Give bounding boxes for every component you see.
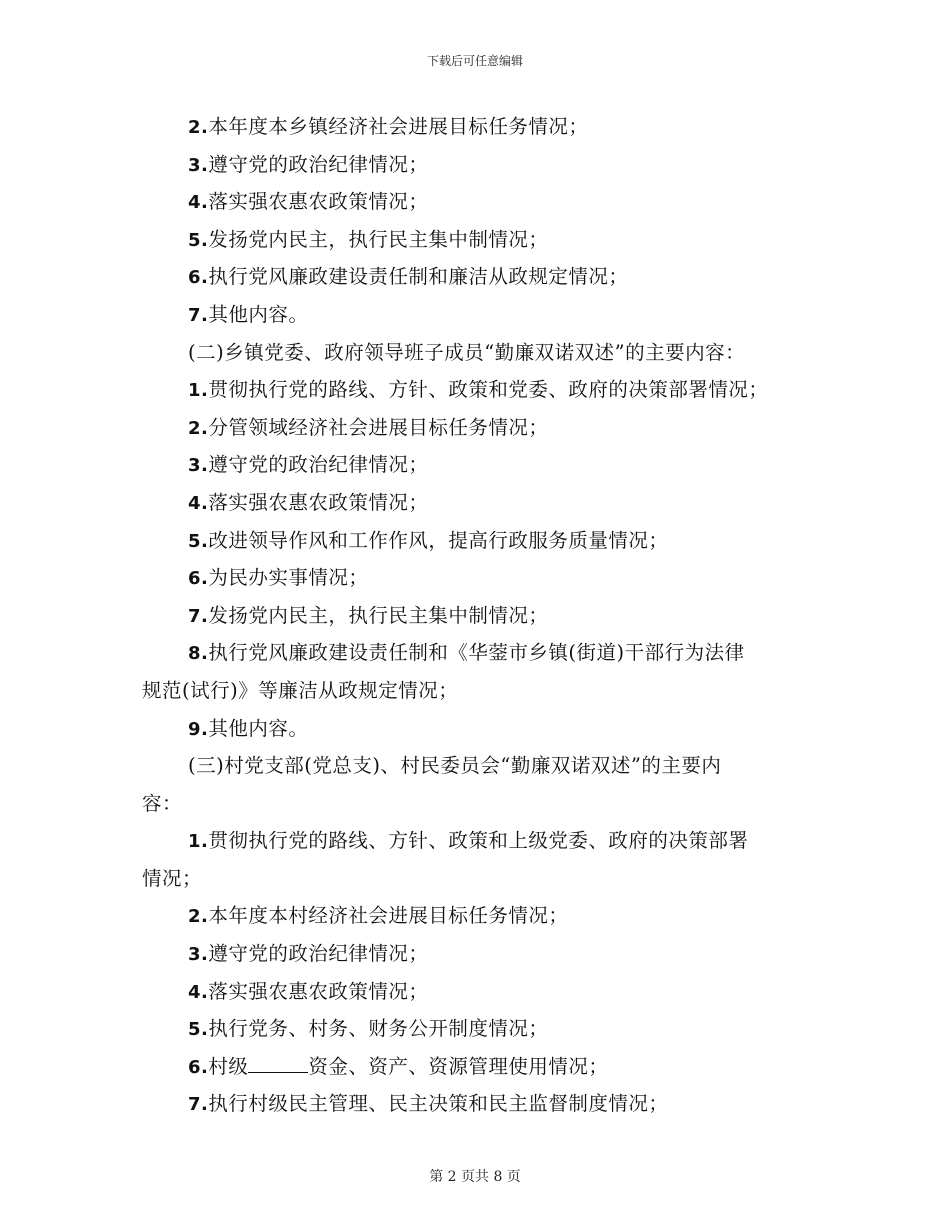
section-heading xyxy=(142,334,822,372)
item-number: 4. xyxy=(188,981,209,1003)
item-text: 发扬党内民主，执行民主集中制情况； xyxy=(208,603,549,627)
item-number: 3. xyxy=(188,944,209,966)
list-item xyxy=(142,409,822,447)
item-number: 2. xyxy=(188,117,209,138)
item-number: 3. xyxy=(188,154,209,176)
page-footer: 第 2 页共 8 页 xyxy=(429,1169,521,1185)
item-number: 6. xyxy=(188,267,209,289)
list-item xyxy=(142,108,822,146)
item-text: 改进领导作风和工作作风，提高行政服务质量情况； xyxy=(208,528,669,552)
item-text: 落实强农惠农政策情况； xyxy=(208,190,429,214)
item-number: 5. xyxy=(188,1019,209,1041)
item-text: 执行党务、村务、财务公开制度情况； xyxy=(208,1017,549,1041)
item-text: 其他内容。 xyxy=(208,302,309,326)
list-item-continuation xyxy=(142,672,822,710)
item-text: 执行村级民主管理、民主决策和民主监督制度情况； xyxy=(208,1092,669,1116)
heading-text: (二)乡镇党委、政府领导班子成员“勤廉双诺双述”的主要内容： xyxy=(188,340,746,364)
list-item xyxy=(142,1048,822,1086)
section-heading xyxy=(142,747,822,785)
section-heading-continuation xyxy=(142,785,822,823)
item-text: 落实强农惠农政策情况； xyxy=(208,979,429,1003)
item-text: 执行党风廉政建设责任制和《华蓥市乡镇(街道)干部行为法律 xyxy=(208,641,745,665)
list-item xyxy=(142,484,822,522)
item-number: 3. xyxy=(188,455,209,477)
item-number: 7. xyxy=(188,1094,209,1116)
list-item xyxy=(142,822,822,860)
item-text: 执行党风廉政建设责任制和廉洁从政规定情况； xyxy=(208,265,629,289)
list-item xyxy=(142,1085,822,1123)
item-number: 8. xyxy=(188,643,209,665)
item-text-continued: 资金、资产、资源管理使用情况； xyxy=(308,1054,609,1078)
item-text: 遵守党的政治纪律情况； xyxy=(208,152,429,176)
item-text: 情况； xyxy=(142,866,203,890)
item-number: 1. xyxy=(188,831,209,853)
item-number: 5. xyxy=(188,229,209,251)
list-item xyxy=(142,634,822,672)
list-item xyxy=(142,710,822,748)
list-item xyxy=(142,935,822,973)
item-text: 发扬党内民主，执行民主集中制情况； xyxy=(208,227,549,251)
page-header: 下载后可任意编辑 xyxy=(426,54,523,68)
list-item xyxy=(142,258,822,296)
item-text: 为民办实事情况； xyxy=(208,566,369,590)
item-text: 村级 xyxy=(208,1054,249,1078)
list-item xyxy=(142,522,822,560)
list-item xyxy=(142,221,822,259)
item-number: 2. xyxy=(188,417,209,439)
list-item-continuation xyxy=(142,860,822,898)
item-text: 其他内容。 xyxy=(208,716,309,740)
item-text: 贯彻执行党的路线、方针、政策和党委、政府的决策部署情况； xyxy=(208,378,769,402)
item-number: 6. xyxy=(188,568,209,590)
list-item xyxy=(142,1010,822,1048)
list-item xyxy=(142,973,822,1011)
item-number: 1. xyxy=(188,380,209,402)
fill-in-blank xyxy=(248,1056,308,1073)
list-item xyxy=(142,296,822,334)
list-item xyxy=(142,559,822,597)
item-text: 本年度本村经济社会进展目标任务情况； xyxy=(208,904,569,928)
list-item xyxy=(142,146,822,184)
item-number: 6. xyxy=(188,1056,209,1078)
item-text: 贯彻执行党的路线、方针、政策和上级党委、政府的决策部署 xyxy=(208,829,749,853)
heading-text: (三)村党支部(党总支)、村民委员会“勤廉双诺双述”的主要内 xyxy=(188,754,722,778)
heading-text: 容： xyxy=(142,791,183,815)
list-item xyxy=(142,371,822,409)
item-text: 规范(试行)》等廉洁从政规定情况； xyxy=(142,678,459,702)
item-number: 4. xyxy=(188,192,209,214)
item-text: 本年度本乡镇经济社会进展目标任务情况； xyxy=(208,115,589,138)
item-number: 9. xyxy=(188,718,209,740)
list-item xyxy=(142,183,822,221)
item-text: 遵守党的政治纪律情况； xyxy=(208,453,429,477)
item-text: 落实强农惠农政策情况； xyxy=(208,490,429,514)
item-text: 分管领域经济社会进展目标任务情况； xyxy=(208,415,549,439)
list-item xyxy=(142,897,822,935)
document-body xyxy=(142,108,822,1123)
list-item xyxy=(142,597,822,635)
item-number: 7. xyxy=(188,605,209,627)
item-text: 遵守党的政治纪律情况； xyxy=(208,942,429,966)
item-number: 5. xyxy=(188,530,209,552)
list-item xyxy=(142,446,822,484)
item-number: 2. xyxy=(188,906,209,928)
item-number: 4. xyxy=(188,492,209,514)
item-number: 7. xyxy=(188,304,209,326)
